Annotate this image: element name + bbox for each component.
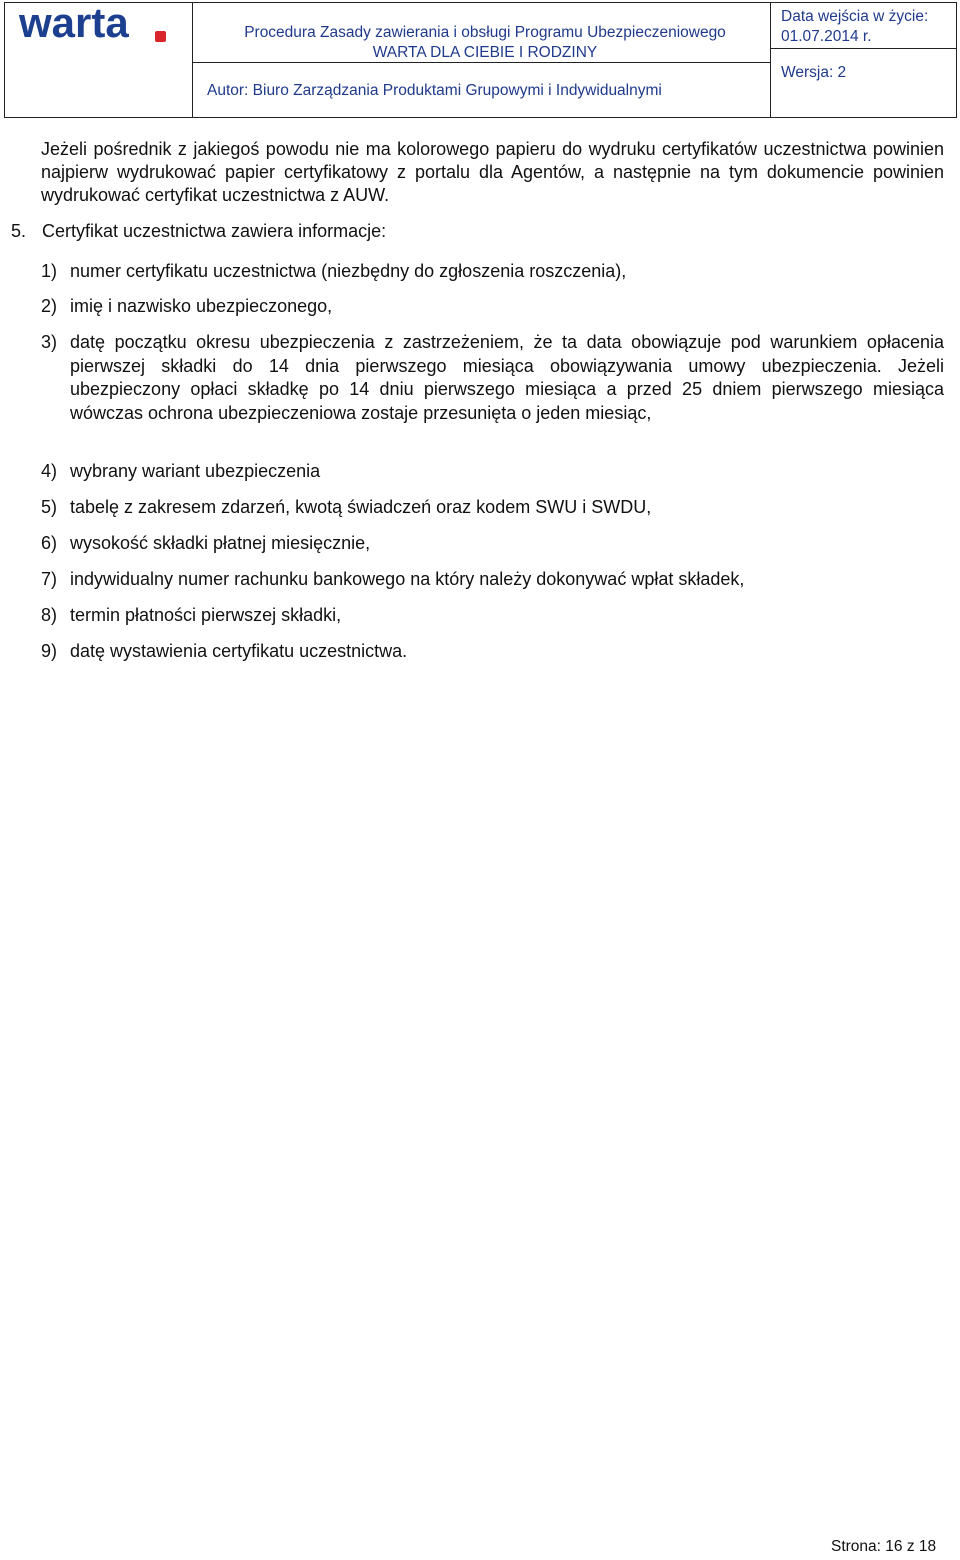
section-text: Certyfikat uczestnictwa zawiera informacje:	[42, 221, 387, 241]
document-version: Wersja: 2	[781, 64, 847, 81]
section-number: 5.	[11, 221, 27, 241]
list-item-text: datę wystawienia certyfikatu uczestnictwa.	[70, 641, 408, 661]
logo-dot-icon	[155, 31, 166, 42]
list-item	[41, 496, 944, 520]
list-item	[41, 604, 944, 628]
list-item-text: tabelę z zakresem zdarzeń, kwotą świadczeń oraz kodem SWU i SWDU,	[70, 497, 652, 517]
version-cell	[771, 49, 956, 117]
list-item-text: imię i nazwisko ubezpieczonego,	[70, 296, 333, 316]
list-item-text: indywidualny numer rachunku bankowego na który należy dokonywać wpłat składek,	[70, 569, 745, 589]
list-item-number: 2)	[41, 296, 58, 316]
list-item-number: 3)	[41, 332, 58, 352]
document-author: Autor: Biuro Zarządzania Produktami Grupowymi i Indywidualnymi	[207, 82, 662, 99]
list-item-number: 5)	[41, 497, 58, 517]
list-item	[41, 532, 944, 556]
list-item-text: datę początku okresu ubezpieczenia z zastrzeżeniem, że ta data obowiązuje pod warunkiem opłacenia pierwszej składki do 14 dnia pierwszego miesiąca obowiązywania umowy ubezpieczenia. Jeżeli ubezpieczony opłaci składkę po 14 dniu pierwszego miesiąca a przed 25 dniem pierwszego miesiąca wówczas ochrona ubezpieczeniowa zostaje przesunięta o jeden miesiąc,	[70, 332, 944, 424]
list-item-number: 7)	[41, 569, 58, 589]
list-item	[41, 331, 944, 426]
intro-paragraph: Jeżeli pośrednik z jakiegoś powodu nie ma kolorowego papieru do wydruku certyfikatów uczestnictwa powinien najpierw wydrukować papier certyfikatowy z portalu dla Agentów, a następnie na tym dokumencie powinien wydrukować certyfikat uczestnictwa z AUW.	[41, 139, 944, 206]
document-header	[4, 2, 957, 118]
list-item	[41, 460, 944, 484]
list-item-text: wysokość składki płatnej miesięcznie,	[70, 533, 371, 553]
author-cell	[193, 63, 771, 117]
list-item	[41, 568, 944, 592]
warta-logo	[19, 0, 169, 46]
list-item	[41, 295, 944, 319]
title-cell	[193, 3, 771, 63]
list-item	[41, 640, 944, 664]
logo-cell	[5, 0, 193, 117]
list-item	[41, 260, 944, 284]
list-item-number: 4)	[41, 461, 58, 481]
list-item-text: wybrany wariant ubezpieczenia	[70, 461, 321, 481]
effective-date-label: Data wejścia w życie:	[781, 8, 929, 25]
date-cell	[771, 3, 956, 49]
logo-wordmark: warta	[19, 0, 129, 46]
section-heading	[11, 220, 944, 243]
list-item-number: 6)	[41, 533, 58, 553]
title-line-1: Procedura Zasady zawierania i obsługi Programu Ubezpieczeniowego	[244, 24, 726, 41]
title-line-2: WARTA DLA CIEBIE I RODZINY	[372, 44, 598, 61]
list-item-number: 8)	[41, 605, 58, 625]
list-item-number: 1)	[41, 261, 58, 281]
list-item-number: 9)	[41, 641, 58, 661]
effective-date-value: 01.07.2014 r.	[781, 28, 872, 45]
page-number: Strona: 16 z 18	[831, 1538, 937, 1555]
list-item-text: termin płatności pierwszej składki,	[70, 605, 342, 625]
list-item-text: numer certyfikatu uczestnictwa (niezbędny do zgłoszenia roszczenia),	[70, 261, 627, 281]
document-title	[215, 23, 755, 63]
